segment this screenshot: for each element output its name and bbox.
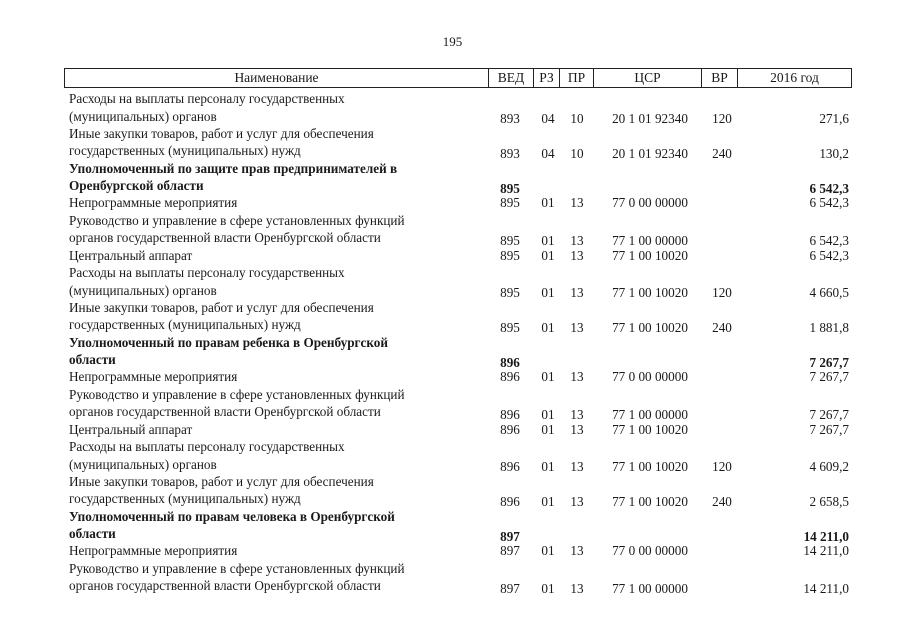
table-row xyxy=(0,542,905,559)
cell-pr: 13 xyxy=(570,494,584,510)
cell-csr: 20 1 01 92340 xyxy=(612,146,688,162)
cell-amount: 7 267,7 xyxy=(809,354,849,370)
row-values xyxy=(0,421,905,439)
row-name-line: Расходы на выплаты персоналу государственных xyxy=(69,91,345,106)
cell-rz: 01 xyxy=(541,494,555,510)
cell-amount: 14 211,0 xyxy=(803,543,849,559)
cell-pr: 13 xyxy=(570,581,584,597)
cell-ved: 895 xyxy=(500,247,520,263)
table-row xyxy=(0,247,905,264)
cell-amount: 4 609,2 xyxy=(809,459,849,475)
row-name-line: Непрограммные мероприятия xyxy=(69,195,238,211)
row-name-line: Иные закупки товаров, работ и услуг для обеспечения xyxy=(69,299,374,315)
cell-pr: 13 xyxy=(570,233,584,249)
cell-rz: 01 xyxy=(541,285,555,301)
table-row xyxy=(0,473,905,508)
row-name-line: Центральный аппарат xyxy=(69,421,193,437)
cell-amount: 14 211,0 xyxy=(803,528,849,544)
cell-ved: 896 xyxy=(500,369,520,385)
cell-rz: 01 xyxy=(541,459,555,475)
cell-vr: 120 xyxy=(712,459,732,475)
table-row xyxy=(0,299,905,334)
cell-amount: 130,2 xyxy=(819,146,849,162)
row-name-line: органов государственной власти Оренбургской области xyxy=(69,230,381,246)
table-row xyxy=(0,194,905,211)
row-name-line: органов государственной власти Оренбургской области xyxy=(69,578,381,594)
row-name-line: Уполномоченный по защите прав предпринимателей в xyxy=(69,160,398,176)
row-values xyxy=(0,368,905,386)
table-row xyxy=(0,90,905,125)
cell-ved: 893 xyxy=(500,111,520,127)
row-name-line: органов государственной власти Оренбургской области xyxy=(69,404,381,420)
cell-amount: 1 881,8 xyxy=(809,320,849,336)
table-row xyxy=(0,160,905,195)
table-row xyxy=(0,368,905,385)
cell-ved: 895 xyxy=(500,233,520,249)
row-name-line: Руководство и управление в сфере установленных функций xyxy=(69,386,405,402)
cell-rz: 01 xyxy=(541,421,555,437)
table-row xyxy=(0,560,905,595)
row-name-line: государственных (муниципальных) нужд xyxy=(69,317,301,333)
row-name-line: Расходы на выплаты персоналу государственных xyxy=(69,265,345,280)
cell-pr: 10 xyxy=(570,146,584,162)
cell-ved: 895 xyxy=(500,195,520,211)
row-name-line: государственных (муниципальных) нужд xyxy=(69,143,301,159)
table-row xyxy=(0,334,905,369)
cell-pr: 13 xyxy=(570,320,584,336)
table-row xyxy=(0,264,905,299)
cell-amount: 14 211,0 xyxy=(803,581,849,597)
cell-rz: 01 xyxy=(541,407,555,423)
cell-vr: 120 xyxy=(712,285,732,301)
cell-amount: 2 658,5 xyxy=(809,494,849,510)
row-name-line: Иные закупки товаров, работ и услуг для обеспечения xyxy=(69,125,374,141)
cell-pr: 10 xyxy=(570,111,584,127)
row-values xyxy=(0,580,905,598)
cell-ved: 897 xyxy=(500,581,520,597)
cell-vr: 240 xyxy=(712,494,732,510)
cell-csr: 77 1 00 00000 xyxy=(612,581,688,597)
cell-amount: 6 542,3 xyxy=(809,195,849,211)
row-name-line: Расходы на выплаты персоналу государственных xyxy=(69,439,345,454)
row-name-line: области xyxy=(69,526,116,542)
cell-amount: 4 660,5 xyxy=(809,285,849,301)
cell-amount: 6 542,3 xyxy=(809,247,849,263)
row-name-line: Непрограммные мероприятия xyxy=(69,543,238,559)
cell-ved: 896 xyxy=(500,407,520,423)
row-name-line: государственных (муниципальных) нужд xyxy=(69,491,301,507)
cell-pr: 13 xyxy=(570,195,584,211)
cell-amount: 7 267,7 xyxy=(809,407,849,423)
cell-csr: 77 1 00 00000 xyxy=(612,233,688,249)
cell-vr: 240 xyxy=(712,146,732,162)
cell-ved: 895 xyxy=(500,285,520,301)
cell-amount: 7 267,7 xyxy=(809,369,849,385)
cell-csr: 77 1 00 10020 xyxy=(612,285,688,301)
header-csr: ЦСР xyxy=(593,69,701,87)
cell-amount: 6 542,3 xyxy=(809,180,849,196)
cell-csr: 77 1 00 10020 xyxy=(612,494,688,510)
row-name-line: Уполномоченный по правам ребенка в Оренбургской xyxy=(69,334,388,350)
cell-pr: 13 xyxy=(570,369,584,385)
cell-pr: 13 xyxy=(570,421,584,437)
table-row xyxy=(0,212,905,247)
cell-rz: 01 xyxy=(541,247,555,263)
table-row xyxy=(0,421,905,438)
cell-ved: 895 xyxy=(500,180,520,196)
header-pr: ПР xyxy=(559,69,593,87)
cell-rz: 04 xyxy=(541,146,555,162)
cell-csr: 77 1 00 00000 xyxy=(612,407,688,423)
cell-pr: 13 xyxy=(570,285,584,301)
cell-pr: 13 xyxy=(570,407,584,423)
page-number: 195 xyxy=(442,34,463,49)
cell-rz: 01 xyxy=(541,195,555,211)
table-row xyxy=(0,125,905,160)
cell-rz: 01 xyxy=(541,581,555,597)
cell-rz: 01 xyxy=(541,369,555,385)
row-name-line: (муниципальных) органов xyxy=(69,108,217,124)
row-name-line: Уполномоченный по правам человека в Оренбургской xyxy=(69,508,395,524)
row-name-line: области xyxy=(69,352,116,368)
row-name-line: Непрограммные мероприятия xyxy=(69,369,238,385)
header-rz: РЗ xyxy=(533,69,559,87)
cell-csr: 77 1 00 10020 xyxy=(612,459,688,475)
row-name-line: Руководство и управление в сфере установленных функций xyxy=(69,212,405,228)
row-name-line: (муниципальных) органов xyxy=(69,456,217,472)
cell-amount: 271,6 xyxy=(819,111,849,127)
cell-csr: 77 1 00 10020 xyxy=(612,421,688,437)
cell-rz: 01 xyxy=(541,543,555,559)
cell-ved: 896 xyxy=(500,494,520,510)
cell-amount: 6 542,3 xyxy=(809,233,849,249)
cell-pr: 13 xyxy=(570,247,584,263)
header-vr: ВР xyxy=(701,69,737,87)
cell-csr: 77 0 00 00000 xyxy=(612,369,688,385)
row-name-line: (муниципальных) органов xyxy=(69,282,217,298)
header-ved: ВЕД xyxy=(488,69,533,87)
header-year: 2016 год xyxy=(737,69,851,87)
cell-csr: 77 1 00 10020 xyxy=(612,320,688,336)
cell-ved: 896 xyxy=(500,354,520,370)
cell-vr: 240 xyxy=(712,320,732,336)
cell-csr: 77 0 00 00000 xyxy=(612,543,688,559)
table-header xyxy=(64,68,852,88)
table-row xyxy=(0,508,905,543)
cell-csr: 77 1 00 10020 xyxy=(612,247,688,263)
cell-pr: 13 xyxy=(570,459,584,475)
row-name-line: Иные закупки товаров, работ и услуг для обеспечения xyxy=(69,473,374,489)
row-values xyxy=(0,194,905,212)
row-name-line: Оренбургской области xyxy=(69,178,204,194)
header-name: Наименование xyxy=(234,70,319,85)
table-row xyxy=(0,438,905,473)
cell-pr: 13 xyxy=(570,543,584,559)
cell-ved: 897 xyxy=(500,528,520,544)
cell-ved: 893 xyxy=(500,146,520,162)
row-name-line: Центральный аппарат xyxy=(69,247,193,263)
cell-csr: 77 0 00 00000 xyxy=(612,195,688,211)
cell-ved: 896 xyxy=(500,421,520,437)
cell-ved: 895 xyxy=(500,320,520,336)
cell-vr: 120 xyxy=(712,111,732,127)
row-name-line: Руководство и управление в сфере установленных функций xyxy=(69,560,405,576)
table-row xyxy=(0,386,905,421)
cell-csr: 20 1 01 92340 xyxy=(612,111,688,127)
cell-rz: 04 xyxy=(541,111,555,127)
cell-amount: 7 267,7 xyxy=(809,421,849,437)
row-values xyxy=(0,542,905,560)
cell-ved: 897 xyxy=(500,543,520,559)
cell-rz: 01 xyxy=(541,320,555,336)
cell-ved: 896 xyxy=(500,459,520,475)
row-values xyxy=(0,247,905,265)
cell-rz: 01 xyxy=(541,233,555,249)
